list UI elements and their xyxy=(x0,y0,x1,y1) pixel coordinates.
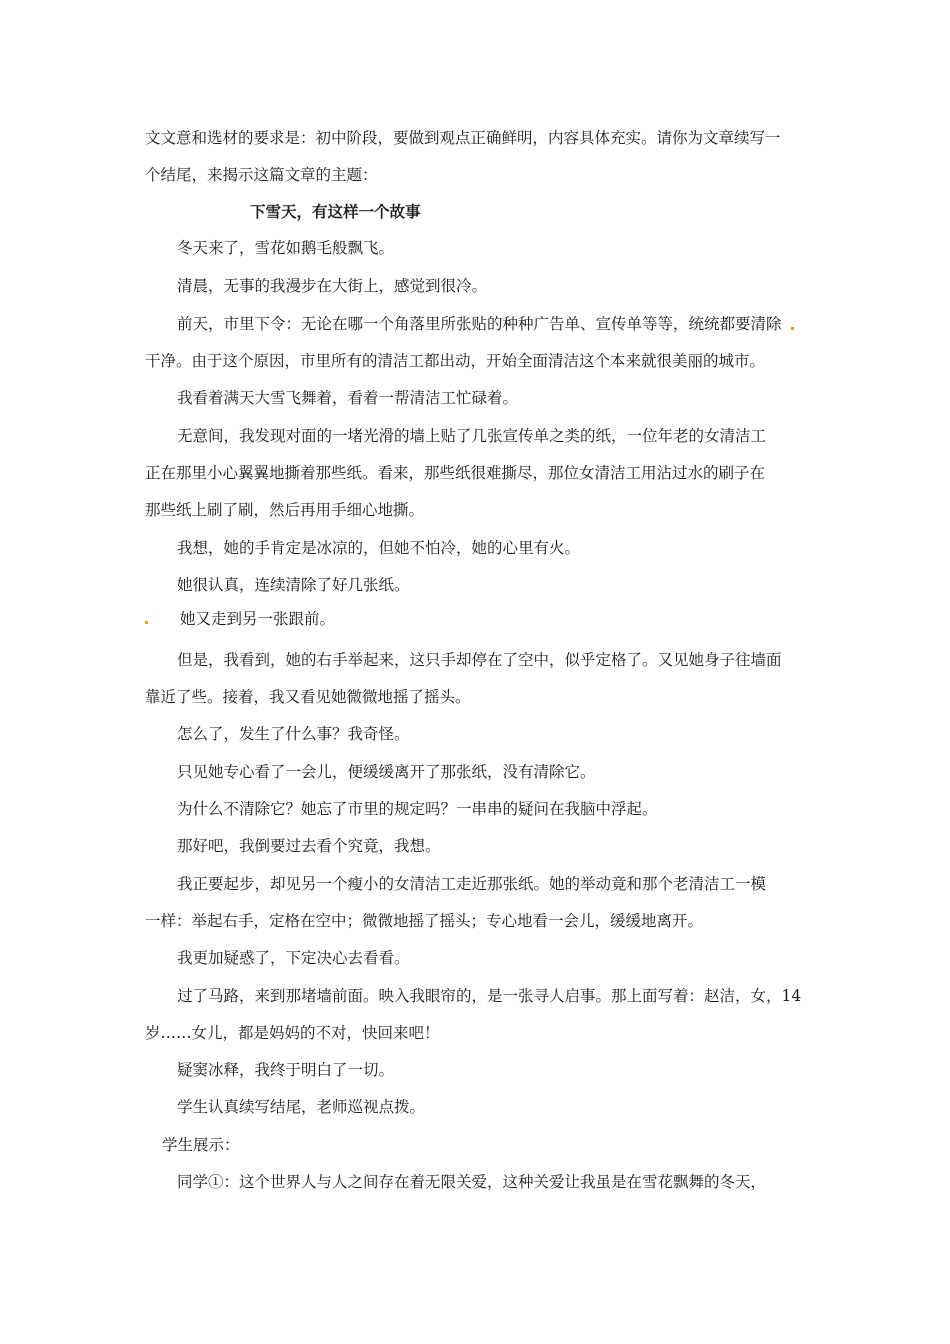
paragraph-5-line-1: 无意间，我发现对面的一堵光滑的墙上贴了几张宣传单之类的纸，一位年老的女清洁工 xyxy=(177,427,767,445)
paragraph-7: 她很认真，连续清除了好几张纸。 xyxy=(177,576,410,594)
intro-line-2: 个结尾，来揭示这篇文章的主题： xyxy=(145,166,378,184)
paragraph-16-line-1: 过了马路，来到那堵墙前面。映入我眼帘的，是一张寻人启事。那上面写着：赵洁，女，14 xyxy=(177,987,802,1005)
paragraph-6: 我想，她的手肯定是冰凉的，但她不怕冷，她的心里有火。 xyxy=(177,539,581,557)
stray-mark xyxy=(791,327,794,330)
paragraph-1: 冬天来了，雪花如鹅毛般飘飞。 xyxy=(177,239,395,257)
paragraph-8: 她又走到另一张跟前。 xyxy=(180,610,336,628)
paragraph-9-line-1: 但是，我看到，她的右手举起来，这只手却停在了空中，似乎定格了。又见她身子往墙面 xyxy=(177,651,782,669)
paragraph-10: 怎么了，发生了什么事？我奇怪。 xyxy=(177,725,410,743)
story-title: 下雪天，有这样一个故事 xyxy=(250,203,421,221)
paragraph-14-line-2: 一样：举起右手，定格在空中；微微地摇了摇头；专心地看一会儿，缓缓地离开。 xyxy=(145,912,704,930)
paragraph-15: 我更加疑惑了，下定决心去看看。 xyxy=(177,949,410,967)
paragraph-12: 为什么不清除它？她忘了市里的规定吗？一串串的疑问在我脑中浮起。 xyxy=(177,800,658,818)
paragraph-5-line-2: 正在那里小心翼翼地撕着那些纸。看来，那些纸很难撕尽，那位女清洁工用沾过水的刷子在 xyxy=(145,464,766,482)
paragraph-3-line-2: 干净。由于这个原因，市里所有的清洁工都出动，开始全面清洁这个本来就很美丽的城市。 xyxy=(145,352,766,370)
paragraph-9-line-2: 靠近了些。接着，我又看见她微微地摇了摇头。 xyxy=(145,688,471,706)
paragraph-16-line-2: 岁……女儿，都是妈妈的不对，快回来吧！ xyxy=(145,1024,440,1042)
paragraph-14-line-1: 我正要起步，却见另一个瘦小的女清洁工走近那张纸。她的举动竟和那个老清洁工一模 xyxy=(177,875,767,893)
paragraph-3-line-1: 前天，市里下令：无论在哪一个角落里所张贴的种种广告单、宣传单等等，统统都要清除 xyxy=(177,315,782,333)
paragraph-17: 疑窦冰释，我终于明白了一切。 xyxy=(177,1061,395,1079)
paragraph-11: 只见她专心看了一会儿，便缓缓离开了那张纸，没有清除它。 xyxy=(177,763,596,781)
paragraph-19: 学生展示： xyxy=(162,1136,240,1154)
stray-mark xyxy=(145,621,148,624)
paragraph-18: 学生认真续写结尾，老师巡视点拨。 xyxy=(177,1098,426,1116)
paragraph-20: 同学①：这个世界人与人之间存在着无限关爱，这种关爱让我虽是在雪花飘舞的冬天， xyxy=(177,1173,767,1191)
paragraph-13: 那好吧，我倒要过去看个究竟，我想。 xyxy=(177,837,441,855)
paragraph-5-line-3: 那些纸上刷了刷，然后再用手细心地撕。 xyxy=(145,501,425,519)
paragraph-2: 清晨，无事的我漫步在大街上，感觉到很冷。 xyxy=(177,277,488,295)
paragraph-4: 我看着满天大雪飞舞着，看着一帮清洁工忙碌着。 xyxy=(177,389,519,407)
intro-line-1: 文文意和选材的要求是：初中阶段，要做到观点正确鲜明，内容具体充实。请你为文章续写一 xyxy=(145,129,781,147)
